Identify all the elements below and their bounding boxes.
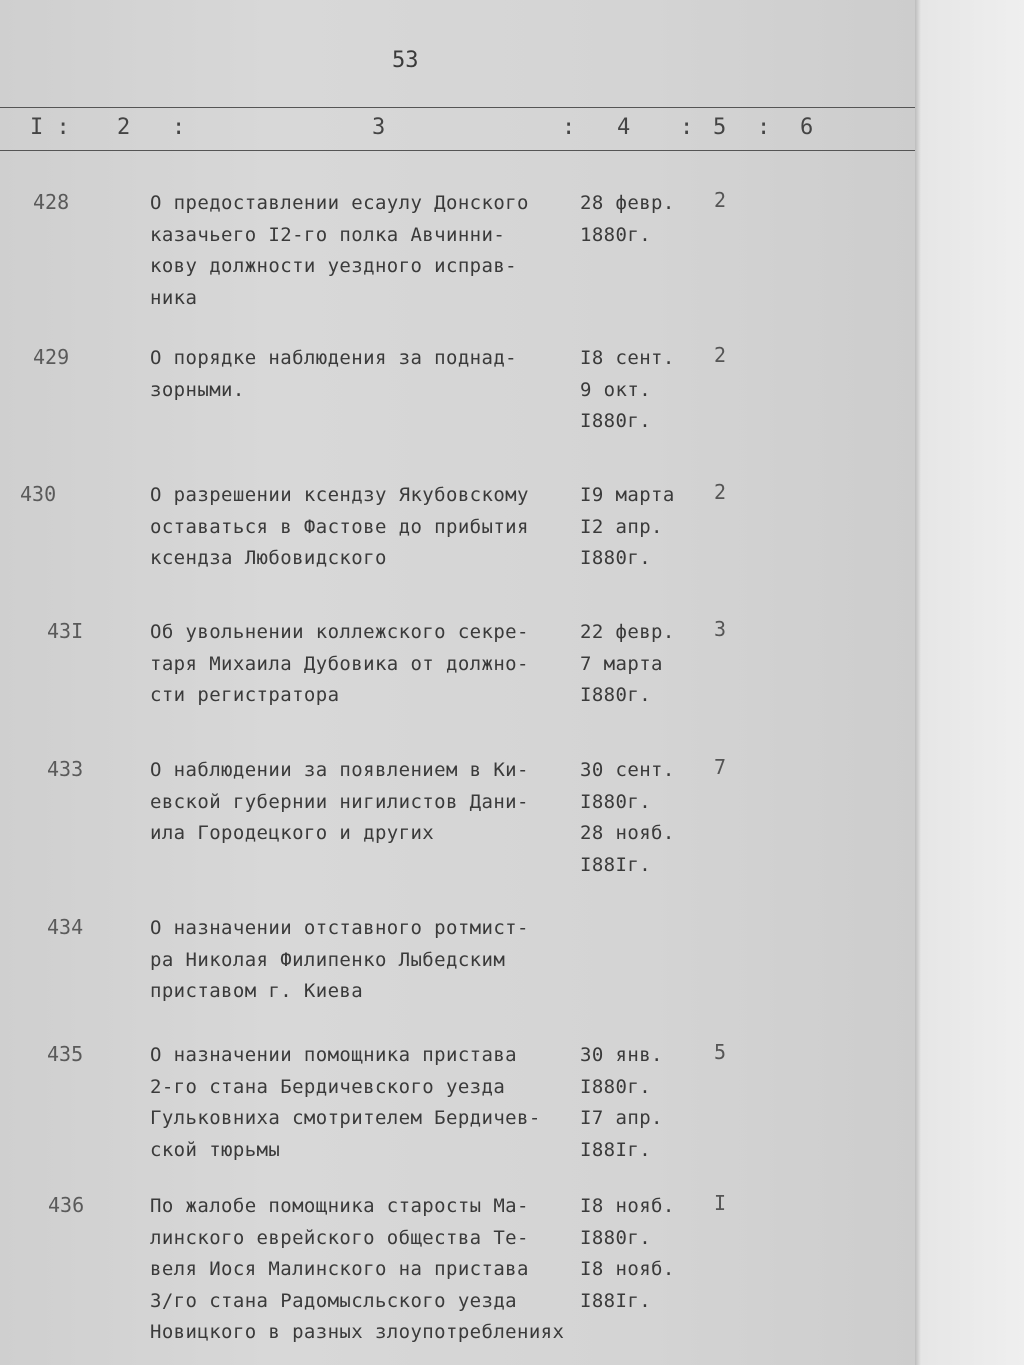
entry-title — [150, 188, 580, 314]
entry-number: 430 — [20, 482, 57, 506]
entry-date-line: I8 сент. — [580, 347, 675, 369]
entry-dates — [580, 755, 675, 881]
column-header-6: 6 — [800, 115, 814, 140]
column-header-4: 4 — [617, 115, 631, 140]
column-header-1: I : — [30, 115, 70, 140]
entry-sheet-count: I — [714, 1191, 727, 1215]
entry-date-line: I88Iг. — [580, 1138, 652, 1161]
entry-date-line: I7 апр. — [580, 1107, 663, 1129]
entry-dates — [580, 188, 675, 251]
entry-dates — [580, 617, 675, 712]
entry-title-line: О назначении отставного ротмист- — [150, 917, 529, 939]
entry-title — [150, 1191, 580, 1349]
entry-title-line: ила Городецкого и других — [150, 822, 435, 844]
entry-date-line: I88Iг. — [580, 853, 652, 876]
column-separator: : — [172, 115, 186, 140]
entry-title-line: Гульковниха смотрителем Бердичев- — [150, 1107, 541, 1129]
entry-title — [150, 913, 580, 1008]
entry-title-line: О предоставлении есаулу Донского — [150, 192, 529, 214]
header-rule-bottom — [0, 150, 915, 151]
entry-sheet-count: 2 — [714, 188, 727, 212]
entry-date-line: I880г. — [580, 1075, 652, 1098]
entry-title-line: О порядке наблюдения за поднад- — [150, 347, 518, 369]
entry-title — [150, 480, 580, 575]
entry-title-line: ксендза Любовидского — [150, 547, 387, 569]
column-header-3: 3 — [372, 115, 386, 140]
entry-title-line: О разрешении ксендзу Якубовскому — [150, 484, 529, 506]
entry-title — [150, 343, 580, 406]
entry-title — [150, 617, 580, 712]
entry-sheet-count: 2 — [714, 343, 727, 367]
entry-title — [150, 755, 580, 850]
entry-title-line: линского еврейского общества Те- — [150, 1226, 529, 1249]
entry-number: 433 — [47, 757, 84, 781]
entry-title-line: ской тюрьмы — [150, 1138, 281, 1161]
entry-title-line: приставом г. Киева — [150, 980, 364, 1002]
entry-title-line: сти регистратора — [150, 684, 340, 706]
entry-date-line: 30 янв. — [580, 1044, 663, 1066]
column-separator: : — [757, 115, 771, 140]
entry-dates — [580, 1040, 663, 1166]
entry-number: 43I — [47, 619, 84, 643]
entry-date-line: 28 февр. — [580, 192, 675, 214]
entry-sheet-count: 5 — [714, 1040, 727, 1064]
entry-dates — [580, 480, 675, 575]
entry-number: 428 — [33, 190, 70, 214]
entry-title-line: ника — [150, 286, 198, 309]
entry-number: 434 — [47, 915, 84, 939]
entry-date-line: I88Iг. — [580, 1289, 652, 1312]
entry-title-line: Новицкого в разных злоупотреблениях — [150, 1321, 565, 1343]
entry-date-line: I8 нояб. — [580, 1195, 675, 1217]
entry-title-line: По жалобе помощника старосты Ма- — [150, 1195, 529, 1217]
entry-date-line: I880г. — [580, 1226, 652, 1249]
entry-title-line: оставаться в Фастове до прибытия — [150, 515, 529, 538]
entry-date-line: 22 февр. — [580, 621, 675, 643]
entry-date-line: I8 нояб. — [580, 1258, 675, 1280]
entry-title-line: 2-го стана Бердичевского уезда — [150, 1075, 506, 1098]
entry-date-line: 7 марта — [580, 652, 663, 675]
entry-title-line: О назначении помощника пристава — [150, 1044, 518, 1066]
entry-title-line: веля Иося Малинского на пристава — [150, 1258, 529, 1280]
entry-title-line: зорными. — [150, 378, 245, 401]
entry-title-line: таря Михаила Дубовика от должно- — [150, 652, 529, 675]
entry-date-line: I880г. — [580, 790, 652, 813]
entry-date-line: 30 сент. — [580, 759, 675, 781]
entry-title-line: кову должности уездного исправ- — [150, 255, 518, 277]
entry-date-line: I9 марта — [580, 484, 675, 506]
column-header-2: 2 — [117, 115, 131, 140]
entry-sheet-count: 7 — [714, 755, 727, 779]
entry-title-line: ра Николая Филипенко Лыбедским — [150, 948, 506, 971]
column-header-5: 5 — [713, 115, 727, 140]
page-number: 53 — [392, 48, 419, 73]
entry-number: 435 — [47, 1042, 84, 1066]
entry-number: 436 — [48, 1193, 85, 1217]
entry-sheet-count: 3 — [714, 617, 727, 641]
entry-date-line: I880г. — [580, 547, 652, 569]
entry-title-line: Об увольнении коллежского секре- — [150, 621, 529, 643]
entry-date-line: 28 нояб. — [580, 822, 675, 844]
column-separator: : — [562, 115, 576, 140]
entry-date-line: I880г. — [580, 684, 652, 706]
background-sheet — [915, 0, 1024, 1365]
entry-dates — [580, 343, 675, 438]
entry-date-line: 9 окт. — [580, 378, 652, 401]
entry-date-line: I880г. — [580, 410, 652, 432]
entry-title — [150, 1040, 580, 1166]
entry-dates — [580, 1191, 675, 1317]
entry-title-line: евской губернии нигилистов Дани- — [150, 790, 529, 813]
header-rule-top — [0, 107, 915, 108]
entry-date-line: I2 апр. — [580, 515, 663, 538]
column-separator: : — [680, 115, 694, 140]
entry-title-line: казачьего I2-го полка Авчинни- — [150, 223, 506, 246]
entry-sheet-count: 2 — [714, 480, 727, 504]
entry-number: 429 — [33, 345, 70, 369]
entry-title-line: О наблюдении за появлением в Ки- — [150, 759, 529, 781]
entry-title-line: 3/го стана Радомысльского уезда — [150, 1289, 518, 1312]
entry-date-line: 1880г. — [580, 223, 652, 246]
